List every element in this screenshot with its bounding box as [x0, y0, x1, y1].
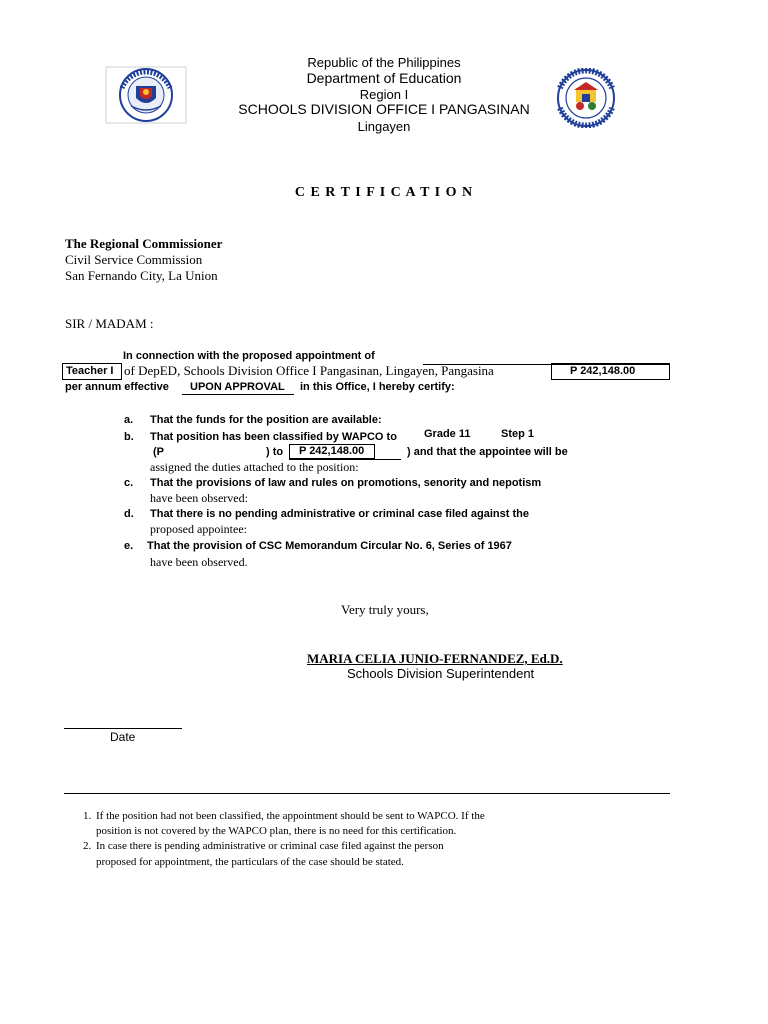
item-b-step: Step 1 — [501, 428, 535, 440]
date-line — [64, 728, 182, 729]
republic-line: Republic of the Philippines — [307, 55, 461, 70]
item-b-close: ) and that the appointee will be — [407, 446, 568, 458]
note-1-number: 1. — [83, 810, 92, 822]
per-annum-text: per annum effective — [65, 381, 169, 393]
effective-underline — [182, 394, 294, 395]
item-e-text: That the provision of CSC Memorandum Circular No. 6, Series of 1967 — [147, 540, 512, 552]
department-line: Department of Education — [306, 70, 462, 86]
closing-text: Very truly yours, — [341, 602, 429, 617]
effective-value: UPON APPROVAL — [190, 381, 285, 393]
item-b-open: (P — [153, 446, 164, 458]
signatory-name: MARIA CELIA JUNIO-FERNANDEZ, Ed.D. — [307, 651, 563, 666]
item-a-label: a. — [124, 414, 134, 426]
item-b-text: That position has been classified by WAPCO to — [150, 431, 397, 443]
position-value: Teacher I — [66, 365, 114, 377]
division-line: SCHOOLS DIVISION OFFICE I PANGASINAN — [238, 101, 530, 117]
note-1-line1: If the position had not been classified, the appointment should be sent to WAPCO. If the — [96, 810, 485, 822]
item-b-grade: Grade 11 — [424, 428, 471, 440]
document-title: C E R T I F I C A T I O N — [294, 185, 474, 200]
item-b-label: b. — [124, 431, 134, 443]
date-label: Date — [110, 730, 136, 744]
addressee-name: The Regional Commissioner — [65, 236, 223, 251]
item-d-label: d. — [124, 508, 134, 520]
office-text: of DepED, Schools Division Office I Pangasinan, Lingayen, Pangasina — [124, 363, 494, 378]
salary-value: P 242,148.00 — [570, 365, 636, 377]
item-e-label: e. — [124, 540, 134, 552]
item-c-text: That the provisions of law and rules on promotions, senority and nepotism — [150, 477, 542, 489]
signatory-title: Schools Division Superintendent — [347, 666, 535, 681]
note-1-line2: position is not covered by the WAPCO plan, there is no need for this certification. — [96, 825, 457, 837]
item-c-line2: have been observed: — [150, 491, 248, 505]
certify-text: in this Office, I hereby certify: — [300, 381, 455, 393]
addressee-line1: Civil Service Commission — [65, 252, 203, 267]
salutation: SIR / MADAM : — [65, 316, 154, 331]
addressee-line2: San Fernando City, La Union — [65, 268, 218, 283]
item-b-line2: assigned the duties attached to the position: — [150, 460, 359, 474]
region-line: Region I — [359, 87, 409, 102]
item-d-text: That there is no pending administrative or criminal case filed against the — [150, 508, 529, 520]
item-c-label: c. — [124, 477, 134, 489]
item-a-text: That the funds for the position are available: — [150, 414, 382, 426]
intro-text: In connection with the proposed appointment of — [123, 350, 375, 362]
note-2-number: 2. — [83, 840, 92, 852]
footnote-divider — [64, 793, 670, 794]
city-line: Lingayen — [357, 119, 411, 134]
note-2-line1: In case there is pending administrative or criminal case filed against the person — [96, 840, 444, 852]
item-b-salary: P 242,148.00 — [299, 445, 365, 457]
item-d-line2: proposed appointee: — [150, 522, 247, 536]
item-e-line2: have been observed. — [150, 555, 248, 569]
note-2-line2: proposed for appointment, the particulars of the case should be stated. — [96, 856, 404, 868]
item-b-to: ) to — [266, 446, 284, 458]
division-seal-icon — [552, 68, 620, 128]
